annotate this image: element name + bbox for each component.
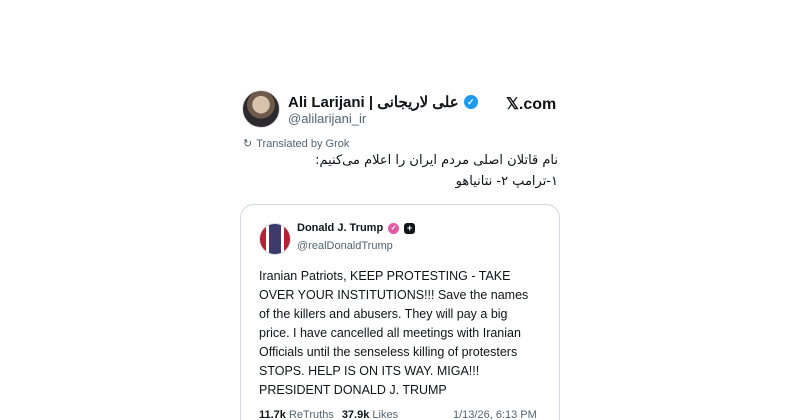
author-handle[interactable]: @alilarijani_ir — [288, 111, 367, 126]
follow-icon[interactable]: + — [404, 223, 415, 234]
post-author[interactable] — [288, 92, 478, 112]
quoted-body-line: Officials until the senseless killing of protesters — [259, 345, 518, 359]
quoted-author-handle[interactable]: @realDonaldTrump — [297, 240, 393, 252]
author-name[interactable]: Ali Larijani | علی لاریجانی — [288, 94, 459, 111]
site-label: 𝕏.com — [506, 96, 557, 113]
quoted-body-line: price. I have cancelled all meetings with Iranian — [259, 326, 521, 340]
quoted-author-name[interactable]: Donald J. Trump — [297, 222, 384, 234]
retruths-label: ReTruths — [288, 409, 334, 420]
quoted-post-card[interactable] — [240, 204, 560, 420]
quoted-body-line: PRESIDENT DONALD J. TRUMP — [259, 383, 447, 397]
verified-badge-icon: ✓ — [464, 95, 478, 109]
post-body-line: ۱-ترامپ ۲- نتانیاهو — [455, 174, 558, 189]
likes-label: Likes — [372, 409, 399, 420]
quoted-body-line: of the killers and abusers. They will pay a big — [259, 307, 508, 321]
retruths-count: 11.7k — [259, 409, 286, 420]
likes-count: 37.9k — [341, 409, 370, 420]
retruths-stat[interactable] — [259, 409, 334, 420]
quoted-timestamp[interactable]: 1/13/26, 6:13 PM — [453, 409, 537, 420]
quoted-body-line: Iranian Patriots, KEEP PROTESTING - TAKE — [259, 269, 511, 283]
quoted-avatar[interactable] — [259, 223, 291, 255]
quoted-author[interactable] — [297, 222, 415, 234]
post-body-line: نام قاتلان اصلی مردم ایران را اعلام می‌کنیم: — [315, 153, 558, 168]
engagement-stats — [259, 409, 398, 420]
quoted-body-line: OVER YOUR INSTITUTIONS!!! Save the names — [259, 288, 529, 302]
translated-label: Translated by Grok — [256, 137, 350, 150]
avatar[interactable] — [242, 90, 280, 128]
quoted-body-line: STOPS. HELP IS ON ITS WAY. MIGA!!! — [259, 364, 480, 378]
grok-icon: ↻ — [243, 138, 253, 150]
translation-notice[interactable] — [243, 137, 349, 150]
verified-badge-icon: ✓ — [388, 223, 399, 234]
quoted-post-body — [259, 267, 555, 400]
post-body — [300, 150, 558, 192]
likes-stat[interactable] — [342, 409, 398, 420]
